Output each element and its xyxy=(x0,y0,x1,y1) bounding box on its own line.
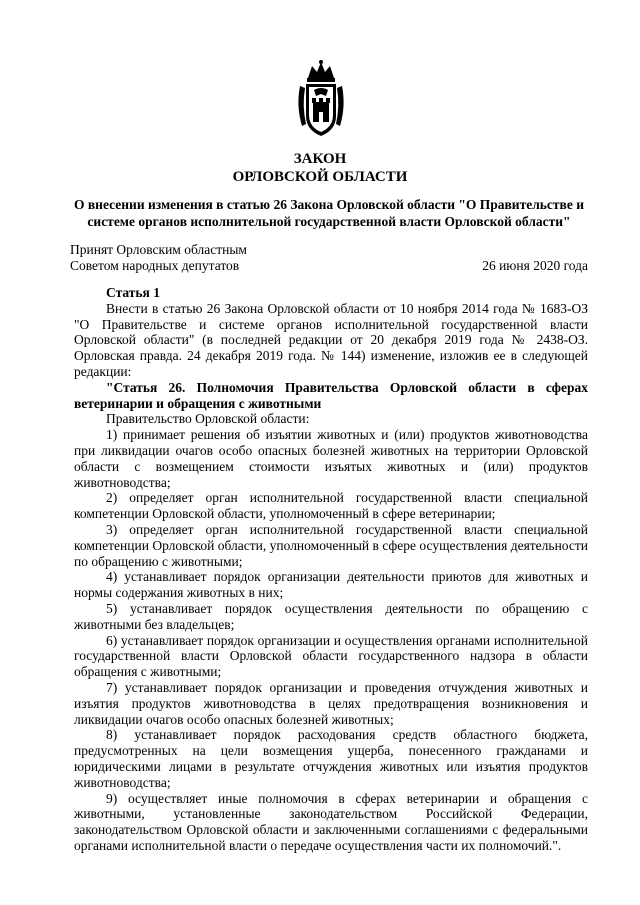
article-intro: Внести в статью 26 Закона Орловской области от 10 ноября 2014 года № 1683-ОЗ "О Правительстве и системе органов исполнительной государственной власти Орловской области" (в последней редакции от 20 декабря 2019 года № 2438-ОЗ. Орловская правда. 24 декабря 2019 года. № 144) изменение, изложив ее в следующей редакции: xyxy=(74,300,588,379)
law-title: ЗАКОН xyxy=(293,151,347,167)
law-subtitle: О внесении изменения в статью 26 Закона Орловской области "О Правительстве и системе органов исполнительной государственной власти Орловской области" xyxy=(74,197,584,229)
oryol-coat-of-arms-icon xyxy=(296,60,346,140)
article-body xyxy=(74,285,588,854)
quoted-article-title: "Статья 26. Полномочия Правительства Орловской области в сферах ветеринарии и обращения с животными xyxy=(74,379,588,411)
list-item: 1) принимает решения об изъятии животных и (или) продуктов животноводства при ликвидации очагов особо опасных болезней животных на территории Орловской области с возмещением стоимости изъятых животных и (или) продуктов животноводства; xyxy=(74,427,588,490)
article-heading: Статья 1 xyxy=(106,285,160,300)
list-item: 7) устанавливает порядок организации и проведения отчуждения животных и изъятия продуктов животноводства в целях предотвращения возникновения и ликвидации очагов особо опасных болезней животных; xyxy=(74,679,588,727)
list-item: 9) осуществляет иные полномочия в сферах ветеринарии и обращения с животными, установленные законодательством Российской Федерации, законодательством Орловской области и заключенными соглашениями с федеральными органами исполнительной власти о передаче осуществления части их полномочий.". xyxy=(74,790,588,853)
list-item: 2) определяет орган исполнительной государственной власти специальной компетенции Орловской области, уполномоченный в сфере ветеринарии; xyxy=(74,490,588,522)
article-lead: Правительство Орловской области: xyxy=(106,411,310,427)
adoption-line-1: Принят Орловским областным xyxy=(70,242,247,257)
adoption-line-2: Советом народных депутатов xyxy=(70,258,240,273)
list-item: 3) определяет орган исполнительной государственной власти специальной компетенции Орловской области, уполномоченный в сфере осуществления деятельности по обращению с животными; xyxy=(74,521,588,569)
adoption-date: 26 июня 2020 года xyxy=(482,258,588,273)
list-item: 6) устанавливает порядок организации и осуществления органами исполнительной государственной власти Орловской области государственного надзора в области обращения с животными; xyxy=(74,632,588,680)
list-item: 8) устанавливает порядок расходования средств областного бюджета, предусмотренных на цели возмещения ущерба, понесенного гражданами и юридическими лицами в результате отчуждения животных или изъятия продуктов животноводства; xyxy=(74,727,588,790)
region-title: ОРЛОВСКОЙ ОБЛАСТИ xyxy=(232,169,408,185)
list-item: 4) устанавливает порядок организации деятельности приютов для животных и нормы содержания животных в них; xyxy=(74,569,588,601)
adoption-block xyxy=(70,242,247,274)
list-item: 5) устанавливает порядок осуществления деятельности по обращению с животными без владельцев; xyxy=(74,600,588,632)
